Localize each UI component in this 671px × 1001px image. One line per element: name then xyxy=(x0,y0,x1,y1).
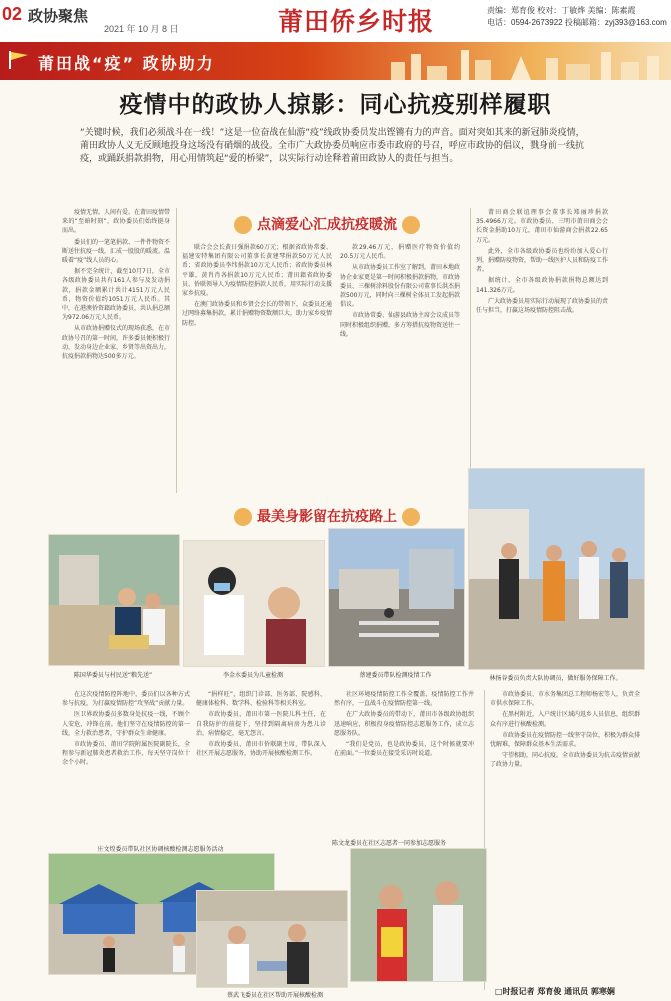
photo-caption: 李金水委员为儿童检测 xyxy=(222,672,283,679)
column-rule xyxy=(176,208,177,493)
text-column-5 xyxy=(62,690,190,838)
paragraph: 市政协委员、市水务集团总工程师杨宏等人，负责全市供水保障工作。 xyxy=(490,691,640,708)
section-title-frontline xyxy=(186,505,468,529)
paragraph: 疫情无情，人间有爱。在莆田疫情带来的“至暗时刻”，政协委员们始终挺身而出。 xyxy=(62,209,170,235)
paragraph: 在这次疫情防控阵地中，委员们以各种方式参与抗疫，为打赢疫情防控“攻坚战”贡献力量。 xyxy=(62,691,190,708)
photo-checkpoint xyxy=(328,528,465,667)
photo-illustration xyxy=(329,529,464,666)
photo-volunteers xyxy=(350,848,487,982)
photo-caption: 蔡建委员带队检测疫情工作 xyxy=(359,672,432,679)
photo-child-testing xyxy=(183,540,325,667)
banner-title: 莆田战“疫” 政协助力 xyxy=(38,54,215,73)
contacts-line: 电话：0594-2673922 投稿邮箱：zyj393@163.com xyxy=(487,18,667,27)
editors-line: 责编：郑育俊 校对：丁敏烨 美编：陈素霞 xyxy=(487,6,636,15)
section-title: 政协聚焦 xyxy=(28,8,89,25)
text-column-6 xyxy=(196,690,326,838)
paragraph: 在澳门政协委员和乡贤会会长的带领下，众委员还通过网络募集捐款，累计捐赠物资数额巨大，助力家乡疫情防控。 xyxy=(182,301,332,327)
ornament-icon xyxy=(402,508,420,526)
page-header xyxy=(0,0,671,44)
photo-caption: 陈国华委员与村民送“粮先送” xyxy=(73,672,153,679)
city-skyline-illustration xyxy=(371,42,671,80)
paragraph: “捐样旺”，组织门诊部、医务部、院感科、健康体检科、数学科、检验科等相关科室。 xyxy=(196,691,326,708)
page-number: 02 xyxy=(2,4,23,24)
paragraph: 委员们的一笔笔捐款、一件件物资不断送往抗疫一线，汇成一股股的暖流。温暖着“疫”线人员的心。 xyxy=(62,238,170,265)
text-column-3 xyxy=(340,243,460,493)
text-column-4 xyxy=(476,208,608,496)
article-byline: □时报记者 郑育俊 通讯员 郭寒娴 xyxy=(495,987,615,996)
issue-date: 2021 年 10 月 8 日 xyxy=(104,24,179,34)
paragraph: 据不完全统计，截至10月7日，全市各级政协委员共有161人参与及发动捐款，捐款金额累计共计4151万元人民币，物资价值约1051万元人民币。其中，在港澳侨资籍政协委员，共认捐总额为972.06万元人民币。 xyxy=(62,268,170,322)
paragraph: 广大政协委员用实际行动展现了政协委员的责任与担当，打赢这场疫情防控阻击战。 xyxy=(476,297,608,315)
photo-food-delivery xyxy=(48,534,180,666)
ornament-icon xyxy=(234,508,252,526)
photo-illustration xyxy=(197,891,347,987)
paragraph: 社区环境疫情防控工作全覆盖，疫情防控工作井然有序，一直战斗在疫情防控第一线。 xyxy=(334,691,474,708)
topic-banner xyxy=(0,42,671,80)
photo-caption: 陈文龙委员在社区志愿者一同参加志愿服务 xyxy=(331,840,446,847)
section-title-frontline-text: 最美身影留在抗疫路上 xyxy=(257,509,397,525)
paragraph: 市政协委员、莆田学院附属医院副院长，全程参与新冠肺炎患者救治工作，每天坚守岗位十余个小时。 xyxy=(62,741,190,767)
masthead-logo: 莆田侨乡时报 xyxy=(278,7,435,36)
photo-caption: 蔡武飞委员在社区帮助开展核酸检测 xyxy=(226,992,323,999)
article-headline: 疫情中的政协人掠影：同心抗疫别样履职 xyxy=(119,92,552,118)
photo-caption: 庄文煌委员带队社区协调核酸检测志愿服务活动 xyxy=(97,846,224,853)
article-lead: “关键时候，我们必须战斗在一线！”这是一位奋战在仙游“疫”线政协委员发出铿锵有力的声音。面对突如其来的新冠肺炎疫情，莆田政协人义无反顾地投身这场没有硝烟的战役。全市广大政协委员响应市委市政府的号召，呼应市政协的倡议，戮身前一线抗疫，或踊跃捐款捐物，用心用情筑起“爱的桥梁”，以实际行动诠释着莆田政协人的责任与担当。 xyxy=(80,128,585,164)
paragraph: 款29.46万元，捐赠医疗物资价值约20.5万元人民币。 xyxy=(340,244,460,261)
section-title-donations-text: 点滴爱心汇成抗疫暖流 xyxy=(257,217,397,233)
photo-illustration xyxy=(49,535,179,665)
photo-illustration xyxy=(469,469,644,669)
paragraph: 此外，全市各级政协委员也纷纷加入爱心行列，捐赠防疫物资，帮助一线医护人员和防疫工作者。 xyxy=(476,247,608,274)
paragraph: 医卫界政协委员多数身处抗疫一线，不顾个人安危，冲锋在前。他们坚守在疫情防控的第一线，全力救治患者，守护群众生命健康。 xyxy=(62,711,190,737)
paragraph: 从市政协捐赠仪式的现场获悉，在市政协号召的第一时间，许多委员便积极行动，发动身边企业家、乡贤等出资出力，抗疫捐款捐物达500多万元。 xyxy=(62,325,170,361)
text-column-8 xyxy=(490,690,640,982)
column-rule xyxy=(470,208,471,493)
photo-caption: 林扬谷委员负责大队协调员，做好服务保障工作。 xyxy=(489,675,622,682)
photo-service-staff xyxy=(468,468,645,670)
text-column-1 xyxy=(62,208,170,496)
editor-credits xyxy=(487,5,669,29)
paragraph: 守望相助，同心抗疫。全市政协委员为抗击疫情贡献了政协力量。 xyxy=(490,752,640,769)
ornament-icon xyxy=(234,216,252,234)
paragraph: 联合会会长黄日强捐款60万元；根据省政协常委、福建安特集团有限公司董事长黄建琴捐款50万元人民币；省政协委员李纬捐款10万元人民币；省政协委员林平雄，黄肖肖各捐款10万元人民币；莆田籍省政协委员、侨联领导人为疫情防控捐款人民币，用实际行动支援家乡抗疫。 xyxy=(182,244,332,298)
photo-community-testing xyxy=(196,890,348,988)
paragraph: 在广大政协委员的带动下，莆田市各级政协组织迅速响应，积极投身疫情防控志愿服务工作，成立志愿服务队。 xyxy=(334,711,474,737)
section-title-donations xyxy=(186,213,468,237)
photo-illustration xyxy=(351,849,486,981)
photo-illustration xyxy=(184,541,324,666)
paragraph: 莆田商会联谊理事会董事长郑丽珍捐款35.4966万元。市政协委员、三明市莆田商会会长资金捐助10万元，莆田市仙游商会捐款22.65万元。 xyxy=(476,209,608,244)
paragraph: 从市政协委员工作室了解到，莆田本地政协企业家更是第一时间积极捐款捐物，市政协委员、三棵树涂料股份有限公司董事长洪杰捐款500万元，同时向三棵树全体员工发起捐款倡议。 xyxy=(340,264,460,309)
paragraph: 在黑村附近，入户统计区域内返乡人员信息，组织群众有序进行核酸检测。 xyxy=(490,711,640,728)
ornament-icon xyxy=(402,216,420,234)
paragraph: 市政协委员在疫情防控一线坚守岗位，积极为群众排忧解难，保障群众基本生活需求。 xyxy=(490,731,640,749)
paragraph: 市政协委员、莆田市第一医院儿科主任，在自我防护的前提下，坚持到隔离病房为患儿诊治，病情稳定，毫无怨言。 xyxy=(196,711,326,737)
paragraph: “我们是党员，也是政协委员，这个时候就要冲在前面。”一位委员在接受采访时说道。 xyxy=(334,741,474,758)
text-column-7 xyxy=(334,690,474,838)
paragraph: 市政协常委、仙游县政协主席会议成员等同时积极组织捐赠，多方筹措抗疫物资送往一线。 xyxy=(340,312,460,338)
paragraph: 市政协委员、莆田市侨联副主席，带队深入社区开展志愿服务，协助开展核酸检测工作。 xyxy=(196,741,326,758)
text-column-2 xyxy=(182,243,332,493)
flag-icon xyxy=(8,50,30,70)
paragraph: 据统计，全市各级政协捐款捐物总额达到141.326万元。 xyxy=(476,277,608,294)
